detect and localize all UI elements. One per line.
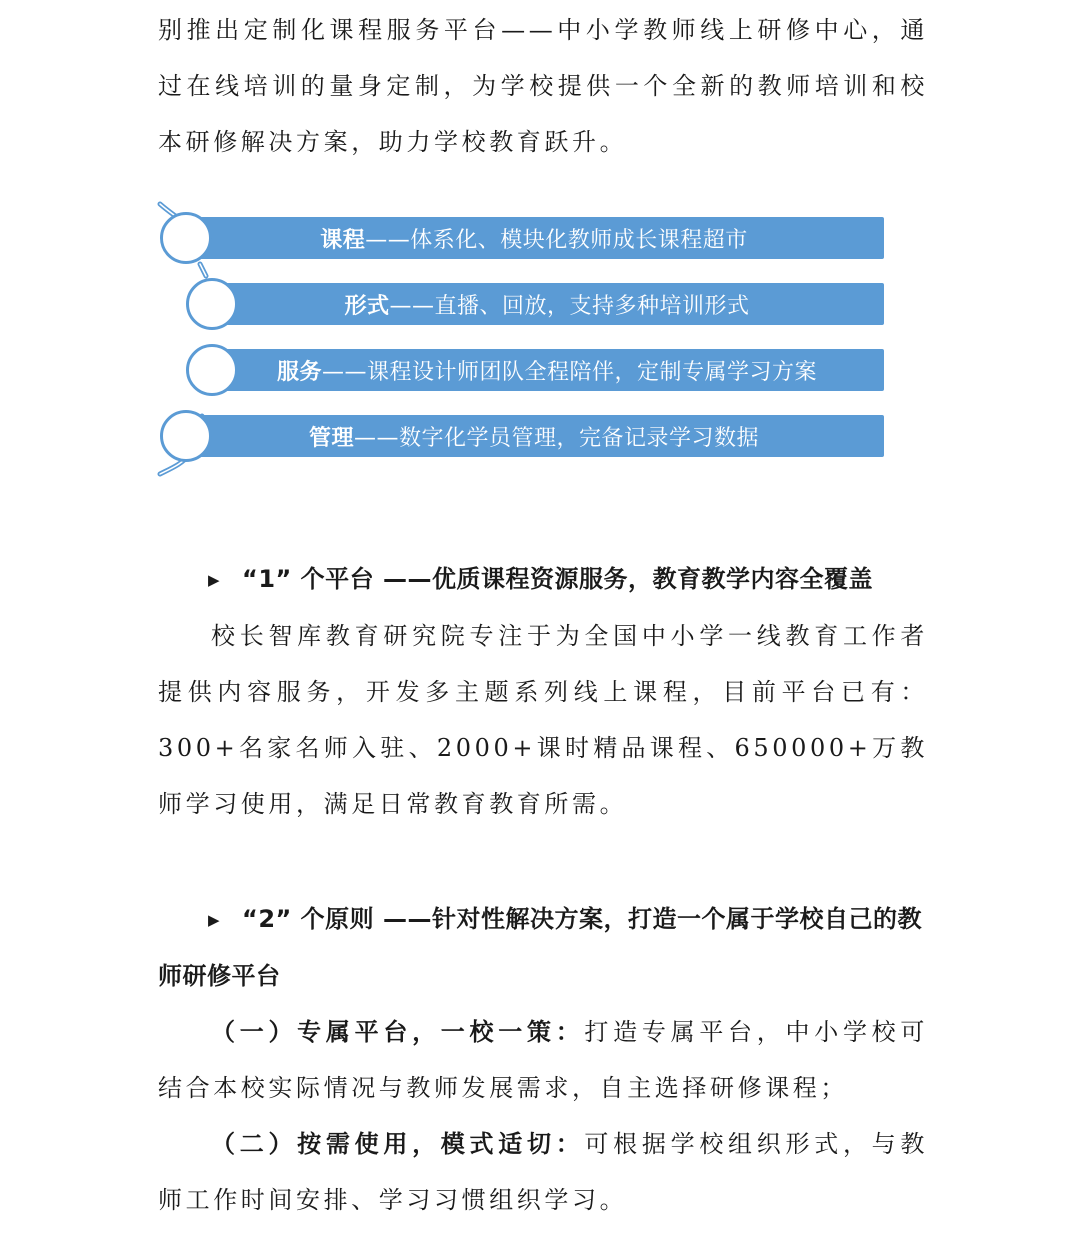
feature-bar-service [210,349,884,391]
section-1-heading [158,551,928,608]
feature-text: ——直播、回放，支持多种培训形式 [389,293,750,319]
bullet-circle [186,278,238,330]
principle-1-label: （一）专属平台，一校一策： [211,1017,585,1046]
bullet-circle [186,344,238,396]
feature-bar-course [184,217,884,259]
section-1-heading-text: “1” 个平台 ——优质课程资源服务，教育教学内容全覆盖 [242,565,874,593]
feature-keyword: 课程 [320,227,366,253]
features-diagram [150,198,890,480]
section-1-body: 校长智库教育研究院专注于为全国中小学一线教育工作者提供内容服务，开发多主题系列线上课程，目前平台已有：300+名家名师入驻、2000+课时精品课程、650000+万教师学习使用，满足日常教育教育所需。 [158,622,928,818]
feature-bar-management [184,415,884,457]
principle-2-text: 可根据学校组织形式，与教师工作时间安排、学习习惯组织学习。 [158,1130,928,1214]
intro-paragraph: 别推出定制化课程服务平台——中小学教师线上研修中心，通过在线培训的量身定制，为学校提供一个全新的教师培训和校本研修解决方案，助力学校教育跃升。 [158,16,928,156]
feature-keyword: 服务 [276,359,322,385]
section-2-heading-text: “2” 个原则 ——针对性解决方案，打造一个属于学校自己的教师研修平台 [158,905,923,990]
principle-1-text: 打造专属平台，中小学校可结合本校实际情况与教师发展需求，自主选择研修课程； [158,1018,928,1102]
section-2-heading [158,891,928,1004]
bullet-circle [160,410,212,462]
triangle-bullet-icon: ▶ [208,911,221,929]
feature-text: ——课程设计师团队全程陪伴，定制专属学习方案 [322,359,818,385]
principle-1 [158,1004,928,1116]
principle-2 [158,1116,928,1228]
feature-keyword: 形式 [344,293,390,319]
feature-keyword: 管理 [308,425,354,451]
feature-bar-format [210,283,884,325]
feature-text: ——体系化、模块化教师成长课程超市 [365,227,748,253]
principle-2-label: （二）按需使用，模式适切： [211,1129,585,1158]
bullet-circle [160,212,212,264]
triangle-bullet-icon: ▶ [208,571,221,589]
feature-text: ——数字化学员管理，完备记录学习数据 [354,425,760,451]
